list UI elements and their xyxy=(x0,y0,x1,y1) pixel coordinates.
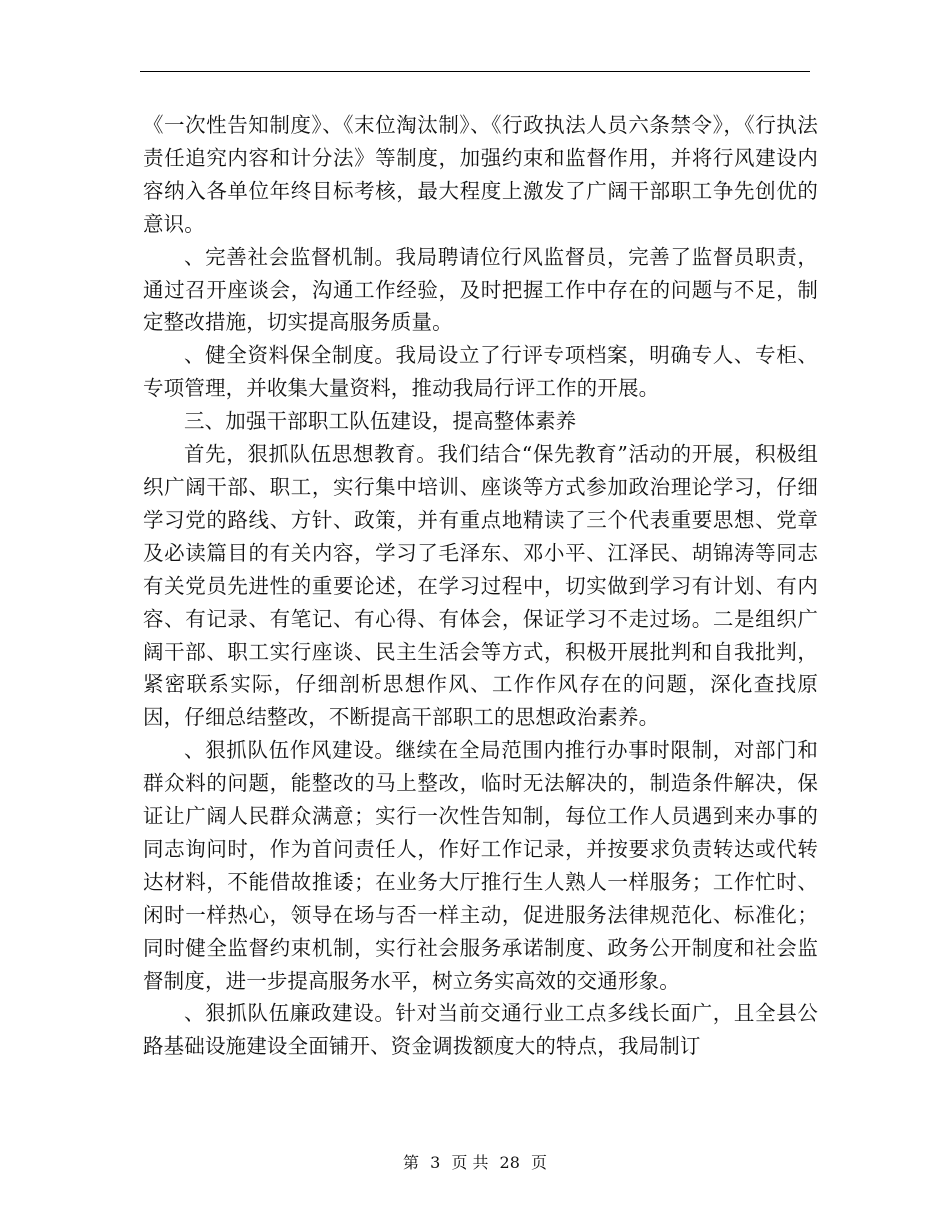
paragraph: 三、加强干部职工队伍建设，提高整体素养 xyxy=(184,409,577,434)
paragraph: 、狠抓队伍作风建设。继续在全局范围内推行办事时限制，对部门和群众料的问题，能整改的马上整改，临时无法解决的，制造条件解决，保证让广阔人民群众满意；实行一次性告知制，每位工作人员遇到来办事的同志询问时，作为首问责任人，作好工作记录，并按要求负责转达或代转达材料，不能借故推诿；在业务大厅推行生人熟人一样服务；工作忙时、闲时一样热心，领导在场与否一样主动，促进服务法律规范化、标准化；同时健全监督约束机制，实行社会服务承诺制度、政务公开制度和社会监督制度，进一步提高服务水平，树立务实高效的交通形象。 xyxy=(143,738,818,993)
paragraph: 、完善社会监督机制。我局聘请位行风监督员，完善了监督员职责，通过召开座谈会，沟通工作经验，及时把握工作中存在的问题与不足，制定整改措施，切实提高服务质量。 xyxy=(143,244,818,335)
total-pages-number: 28 xyxy=(499,1153,520,1172)
paragraph: 《一次性告知制度》、《末位淘汰制》、《行政执法人员六条禁令》，《行执法责任追究内容和计分法》等制度，加强约束和监督作用，并将行风建设内容纳入各单位年终目标考核，最大程度上激发了广阔干部职工争先创优的意识。 xyxy=(143,113,818,236)
document-body xyxy=(143,109,818,1063)
footer-middle: 页 共 xyxy=(451,1153,489,1172)
header-rule xyxy=(140,71,810,72)
footer-prefix: 第 xyxy=(402,1153,419,1172)
paragraph: 首先，狠抓队伍思想教育。我们结合“保先教育”活动的开展，积极组织广阔干部、职工，实行集中培训、座谈等方式参加政治理论学习，仔细学习党的路线、方针、政策，并有重点地精读了三个代表重要思想、党章及必读篇目的有关内容，学习了毛泽东、邓小平、江泽民、胡锦涛等同志有关党员先进性的重要论述，在学习过程中，切实做到学习有计划、有内容、有记录、有笔记、有心得、有体会，保证学习不走过场。二是组织广阔干部、职工实行座谈、民主生活会等方式，积极开展批判和自我批判，紧密联系实际，仔细剖析思想作风、工作作风存在的问题，深化查找原因，仔细总结整改，不断提高干部职工的思想政治素养。 xyxy=(143,442,818,730)
page-footer xyxy=(0,1153,950,1173)
current-page-number: 3 xyxy=(430,1153,441,1172)
paragraph: 、健全资料保全制度。我局设立了行评专项档案，明确专人、专柜、专项管理，并收集大量资料，推动我局行评工作的开展。 xyxy=(143,343,818,401)
paragraph: 、狠抓队伍廉政建设。针对当前交通行业工点多线长面广，且全县公路基础设施建设全面铺开、资金调拨额度大的特点，我局制订 xyxy=(143,1001,818,1059)
footer-suffix: 页 xyxy=(531,1153,548,1172)
